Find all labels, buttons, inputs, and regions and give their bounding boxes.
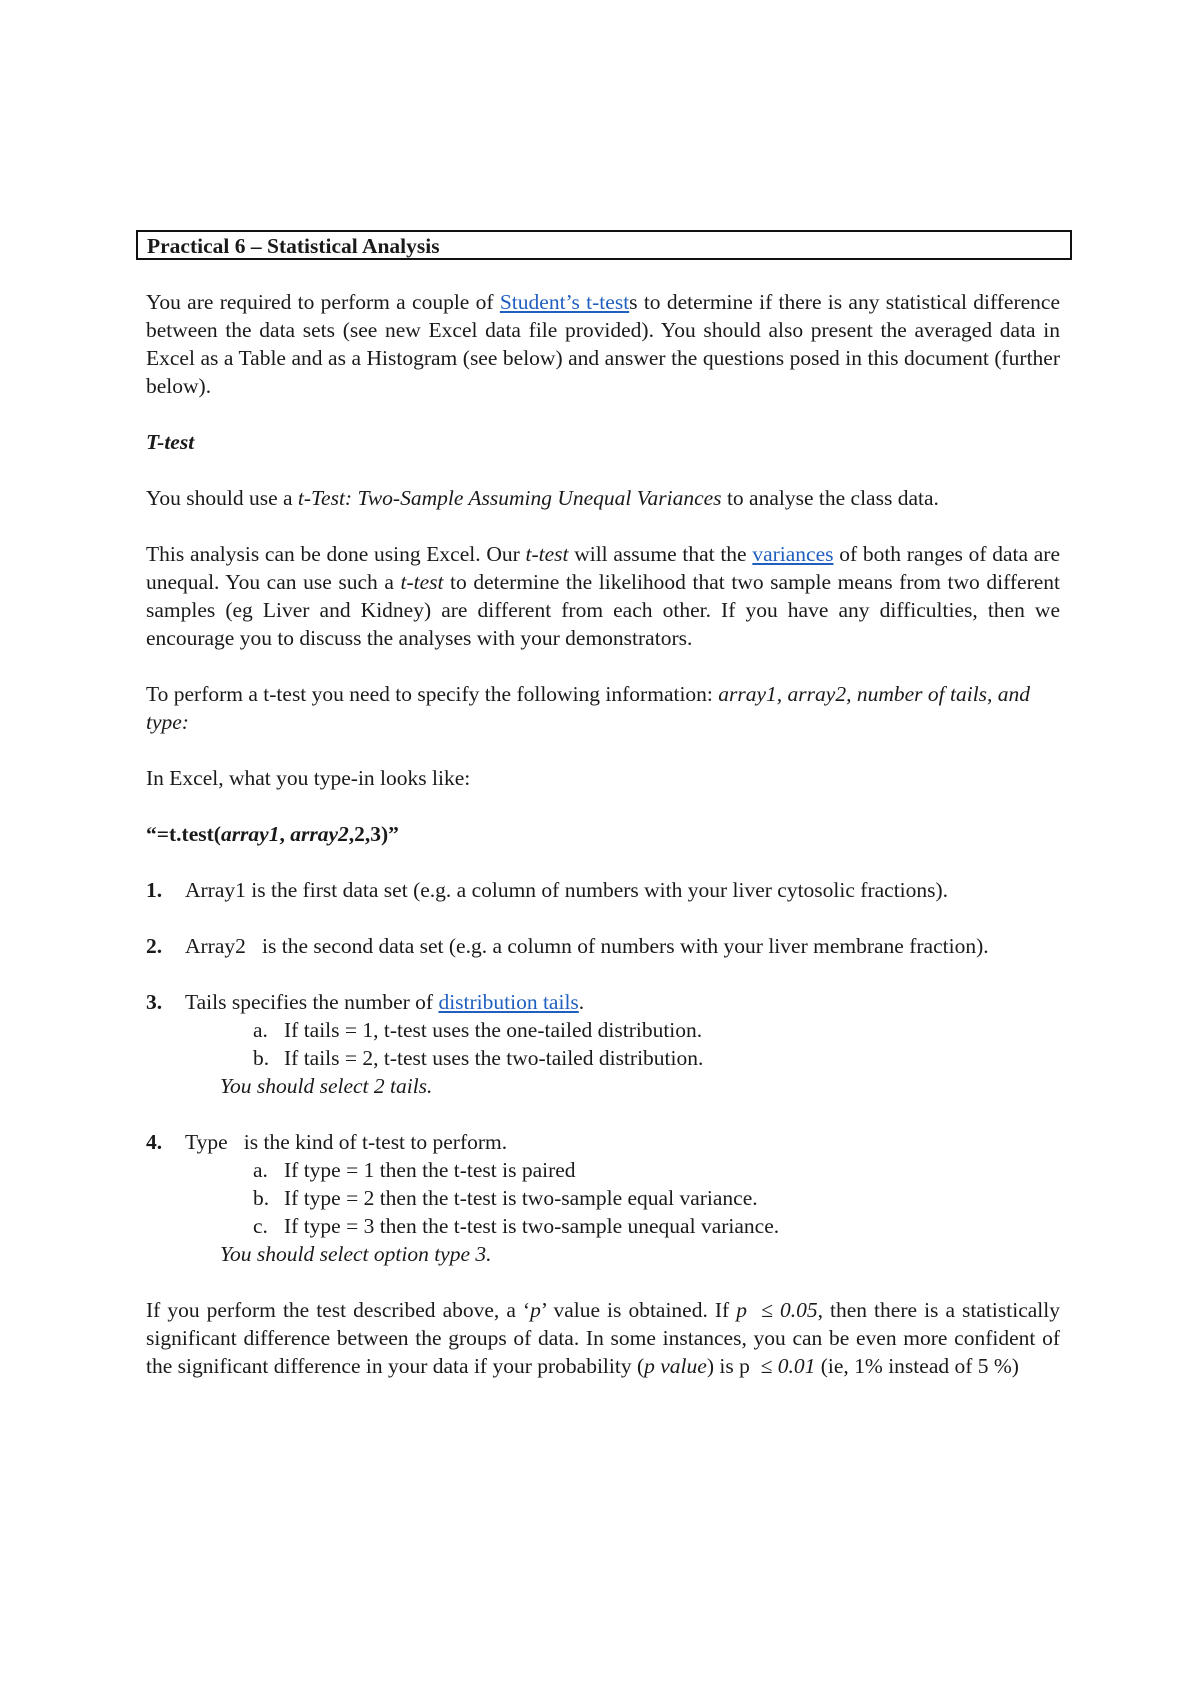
formula-arg2: array2 bbox=[290, 822, 349, 846]
formula-close: ,2,3)” bbox=[348, 822, 399, 846]
list-number: 2. bbox=[146, 934, 163, 958]
sub-letter: c. bbox=[253, 1214, 268, 1238]
analysis-paragraph bbox=[146, 540, 1060, 652]
perform-text: To perform a t-test you need to specify the following information: bbox=[146, 682, 719, 706]
use-text: You should use a bbox=[146, 486, 298, 510]
sub-letter: b. bbox=[253, 1186, 270, 1210]
analysis-italic-1: t-test bbox=[525, 542, 569, 566]
sub-letter: b. bbox=[253, 1046, 270, 1070]
pvalue-text-5: (ie, 1% instead of 5 %) bbox=[815, 1354, 1019, 1378]
page-title: Practical 6 – Statistical Analysis bbox=[136, 230, 1072, 260]
formula-arg1: array1 bbox=[220, 822, 280, 846]
formula-line bbox=[146, 820, 1060, 848]
sub-item-3b bbox=[146, 1044, 1060, 1072]
list-item-4 bbox=[146, 1128, 1060, 1156]
pvalue-text-1: If you perform the test described above, a ‘ bbox=[146, 1298, 531, 1322]
document-content bbox=[146, 230, 1060, 1380]
ttest-heading bbox=[146, 428, 1060, 456]
pvalue-text-2: ’ value is obtained. If bbox=[540, 1298, 737, 1322]
perform-italic: array1, array2, number of tails, and type: bbox=[146, 682, 1031, 734]
list-number: 1. bbox=[146, 878, 163, 902]
sub-item-4c bbox=[146, 1212, 1060, 1240]
list-item-1 bbox=[146, 876, 1060, 904]
ttest-heading-text: T-test bbox=[146, 430, 195, 454]
pvalue-text-3: , then there is a statistically significant difference between the groups of data. In some instances, you can be even more confident of the significant difference in your data if your probability ( bbox=[146, 1298, 1060, 1378]
pvalue-italic-2: p ≤ 0.05 bbox=[736, 1298, 818, 1322]
students-ttest-link[interactable]: Student’s t-test bbox=[499, 290, 630, 314]
use-italic: t-Test: Two-Sample Assuming Unequal Variances bbox=[297, 486, 722, 510]
analysis-text-1: This analysis can be done using Excel. Our bbox=[146, 542, 526, 566]
list-item-text: Type is the kind of t-test to perform. bbox=[185, 1130, 508, 1154]
tails-period: . bbox=[578, 990, 585, 1014]
excel-line: In Excel, what you type-in looks like: bbox=[146, 766, 471, 790]
list-item-3 bbox=[146, 988, 1060, 1016]
type-note: You should select option type 3. bbox=[220, 1242, 492, 1266]
list-item-2 bbox=[146, 932, 1060, 960]
pvalue-italic-3: p value bbox=[644, 1354, 707, 1378]
distribution-tails-link[interactable]: distribution tails bbox=[438, 990, 579, 1014]
p-value-paragraph bbox=[146, 1296, 1060, 1380]
list-number: 3. bbox=[146, 990, 163, 1014]
sub-item-text: If type = 2 then the t-test is two-sample equal variance. bbox=[284, 1186, 758, 1210]
analysis-text-3: of both ranges of data are unequal. You can use such a bbox=[146, 542, 1060, 594]
intro-paragraph bbox=[146, 288, 1060, 400]
sub-item-text: If type = 3 then the t-test is two-sample unequal variance. bbox=[284, 1214, 780, 1238]
sub-letter: a. bbox=[253, 1018, 268, 1042]
intro-text: You are required to perform a couple of bbox=[146, 290, 500, 314]
formula-open: “=t.test( bbox=[146, 822, 221, 846]
sub-item-4b bbox=[146, 1184, 1060, 1212]
analysis-text-4: to determine the likelihood that two sample means from two different samples (eg Liver and Kidney) are different from each other. If you have any difficulties, then we encourage you to discuss the analyses with your demonstrators. bbox=[146, 570, 1060, 650]
list-item-text: Array2 is the second data set (e.g. a column of numbers with your liver membrane fraction). bbox=[185, 934, 989, 958]
intro-text-rest: s to determine if there is any statistical difference between the data sets (see new Excel data file provided). You should also present the averaged data in Excel as a Table and as a Histogram (see below) and answer the questions posed in this document (further below). bbox=[146, 290, 1060, 398]
sub-item-text: If tails = 1, t-test uses the one-tailed distribution. bbox=[284, 1018, 703, 1042]
analysis-text-2: will assume that the bbox=[568, 542, 753, 566]
list-number: 4. bbox=[146, 1130, 163, 1154]
use-text-rest: to analyse the class data. bbox=[721, 486, 939, 510]
formula-sep: , bbox=[279, 822, 291, 846]
list-item-text bbox=[185, 988, 1060, 1016]
analysis-italic-2: t-test bbox=[400, 570, 444, 594]
sub-item-4a bbox=[146, 1156, 1060, 1184]
sub-item-text: If tails = 2, t-test uses the two-tailed distribution. bbox=[284, 1046, 704, 1070]
tails-text: Tails specifies the number of bbox=[185, 990, 439, 1014]
list-item-text: Array1 is the first data set (e.g. a column of numbers with your liver cytosolic fractions). bbox=[185, 878, 949, 902]
variances-link[interactable]: variances bbox=[752, 542, 834, 566]
sub-letter: a. bbox=[253, 1158, 268, 1182]
pvalue-italic-1: p bbox=[530, 1298, 541, 1322]
tails-note: You should select 2 tails. bbox=[220, 1074, 433, 1098]
pvalue-text-4: ) is p ≤ bbox=[706, 1354, 778, 1378]
use-paragraph bbox=[146, 484, 1060, 512]
sub-item-3a bbox=[146, 1016, 1060, 1044]
sub-item-text: If type = 1 then the t-test is paired bbox=[284, 1158, 576, 1182]
perform-paragraph bbox=[146, 680, 1060, 736]
pvalue-italic-4: 0.01 bbox=[777, 1354, 816, 1378]
